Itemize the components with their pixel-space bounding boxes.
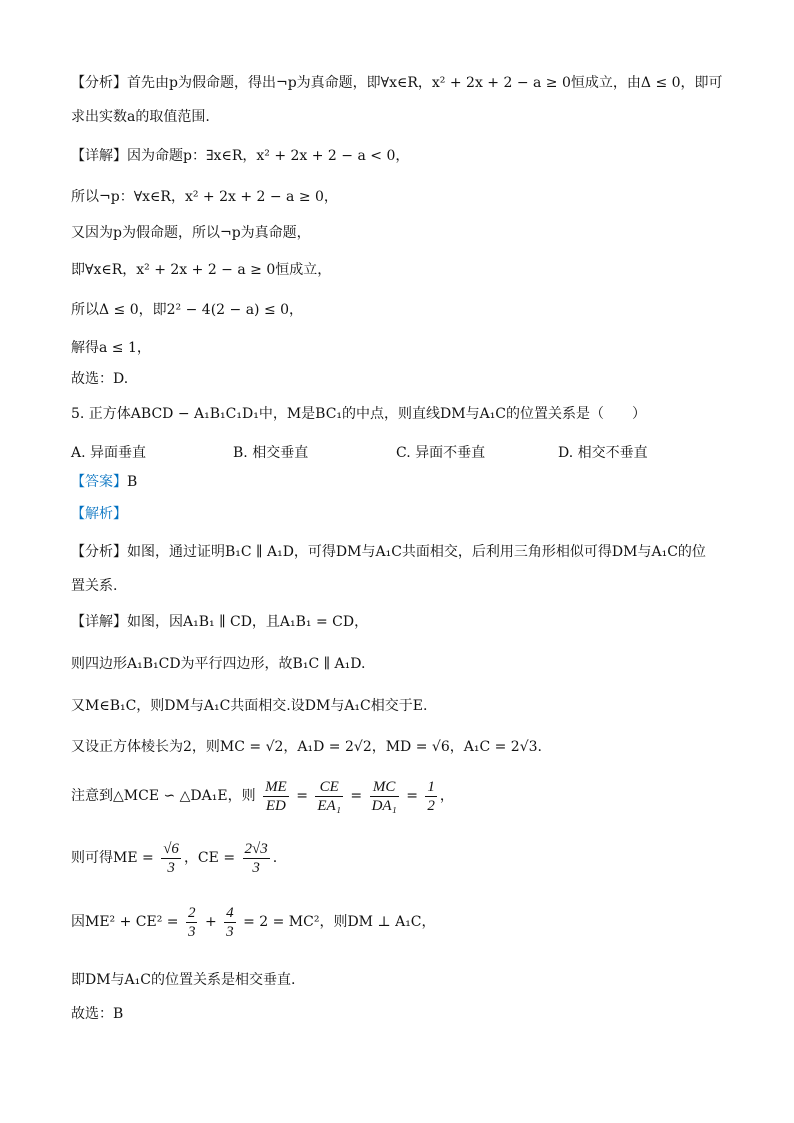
answer-label: 【答案】 — [71, 474, 127, 490]
frac-den: 3 — [187, 923, 196, 940]
detail2-line7-suffix: = 2 = MC²，则DM ⊥ A₁C， — [243, 914, 436, 930]
frac-num: 4 — [226, 904, 234, 921]
detail2-line-3: 又M∈B₁C，则DM与A₁C共面相交.设DM与A₁C相交于E. — [71, 698, 428, 714]
frac-num: MC — [370, 778, 399, 797]
detail2-line-5 — [71, 776, 734, 816]
frac-num: √6 — [163, 840, 179, 857]
frac-den: 3 — [252, 859, 260, 876]
comma: ， — [439, 788, 454, 804]
answer-line — [71, 472, 734, 492]
detail-line-1 — [71, 146, 734, 166]
detail2-line6-mid: ，CE = — [183, 850, 236, 866]
frac-den: DA₁ — [371, 797, 397, 814]
option-c: C. 异面不垂直 — [396, 445, 486, 461]
analysis-paragraph-2 — [71, 535, 734, 603]
frac-den: EA₁ — [317, 797, 341, 814]
period: . — [272, 850, 278, 866]
fraction-mc-da1 — [370, 778, 399, 815]
explain-label — [71, 504, 734, 524]
fraction-me-ed — [263, 778, 289, 815]
fraction-one-half — [425, 778, 437, 815]
detail2-line-9: 故选：B — [71, 1006, 124, 1022]
question-5-options — [71, 442, 731, 462]
question-5-stem: 5. 正方体ABCD − A₁B₁C₁D₁中，M是BC₁的中点，则直线DM与A₁C的位置关系是（ ） — [71, 406, 647, 422]
detail-line-7: 故选：D. — [71, 371, 129, 387]
detail2-line-4: 又设正方体棱长为2，则MC = √2，A₁D = 2√2，MD = √6，A₁C = 2√3. — [71, 739, 542, 755]
detail-line-4: 即∀x∈R，x² + 2x + 2 − a ≥ 0恒成立， — [71, 262, 332, 278]
fraction-ce-ea1 — [315, 778, 343, 815]
detail2-line-7 — [71, 902, 734, 942]
answer-value: B — [127, 474, 138, 490]
detail-line-3: 又因为p为假命题，所以¬p为真命题， — [71, 225, 311, 241]
detail2-text-1: 如图，因A₁B₁ ∥ CD，且A₁B₁ = CD， — [127, 614, 369, 630]
analysis-paragraph-1 — [71, 66, 734, 134]
option-b: B. 相交垂直 — [233, 445, 309, 461]
detail2-line-1 — [71, 612, 734, 632]
analysis2-text-b: 置关系. — [71, 578, 118, 594]
analysis2-text-a: 如图，通过证明B₁C ∥ A₁D，可得DM与A₁C共面相交，后利用三角形相似可得DM与A₁C的位 — [127, 544, 706, 560]
detail-text: 因为命题p：∃x∈R，x² + 2x + 2 − a < 0， — [127, 148, 410, 164]
detail2-line-2: 则四边形A₁B₁CD为平行四边形，故B₁C ∥ A₁D. — [71, 656, 366, 672]
frac-den: 3 — [226, 923, 234, 940]
detail-line-6: 解得a ≤ 1， — [71, 340, 151, 356]
fraction-ce-value — [243, 840, 270, 877]
plus-sign: + — [204, 914, 217, 930]
equals-sign: = — [350, 788, 363, 804]
detail-line-5: 所以Δ ≤ 0，即2² − 4(2 − a) ≤ 0， — [71, 302, 304, 318]
fraction-four-thirds — [224, 904, 236, 941]
detail2-line-8: 即DM与A₁C的位置关系是相交垂直. — [71, 972, 296, 988]
fraction-me-value — [161, 840, 181, 877]
frac-den: 2 — [427, 797, 435, 814]
detail2-label: 【详解】 — [71, 614, 127, 630]
detail-label: 【详解】 — [71, 148, 127, 164]
fraction-two-thirds — [186, 904, 198, 941]
frac-den: 3 — [167, 859, 175, 876]
analysis-text-b: 求出实数a的取值范围. — [71, 109, 210, 125]
frac-num: 2 — [187, 904, 196, 921]
explain-label-text: 【解析】 — [71, 506, 127, 522]
option-d: D. 相交不垂直 — [558, 445, 648, 461]
detail2-line7-prefix: 因ME² + CE² = — [71, 914, 179, 930]
frac-num: CE — [315, 778, 343, 797]
analysis2-label: 【分析】 — [71, 544, 127, 560]
option-a: A. 异面垂直 — [71, 445, 147, 461]
frac-num: 2√3 — [244, 840, 268, 857]
frac-num: 1 — [427, 778, 435, 795]
equals-sign: = — [406, 788, 418, 804]
detail2-line-6 — [71, 838, 734, 878]
detail-line-2: 所以¬p：∀x∈R，x² + 2x + 2 − a ≥ 0， — [71, 189, 338, 205]
detail2-line5-prefix: 注意到△MCE ∽ △DA₁E，则 — [71, 788, 256, 804]
detail2-line6-prefix: 则可得ME = — [71, 850, 154, 866]
analysis-label: 【分析】 — [71, 75, 127, 91]
equals-sign: = — [296, 788, 308, 804]
frac-num: ME — [265, 778, 287, 795]
analysis-text-a: 首先由p为假命题，得出¬p为真命题，即∀x∈R，x² + 2x + 2 − a ≥ 0恒成立，由Δ ≤ 0，即可 — [127, 75, 723, 91]
frac-den: ED — [265, 797, 286, 814]
